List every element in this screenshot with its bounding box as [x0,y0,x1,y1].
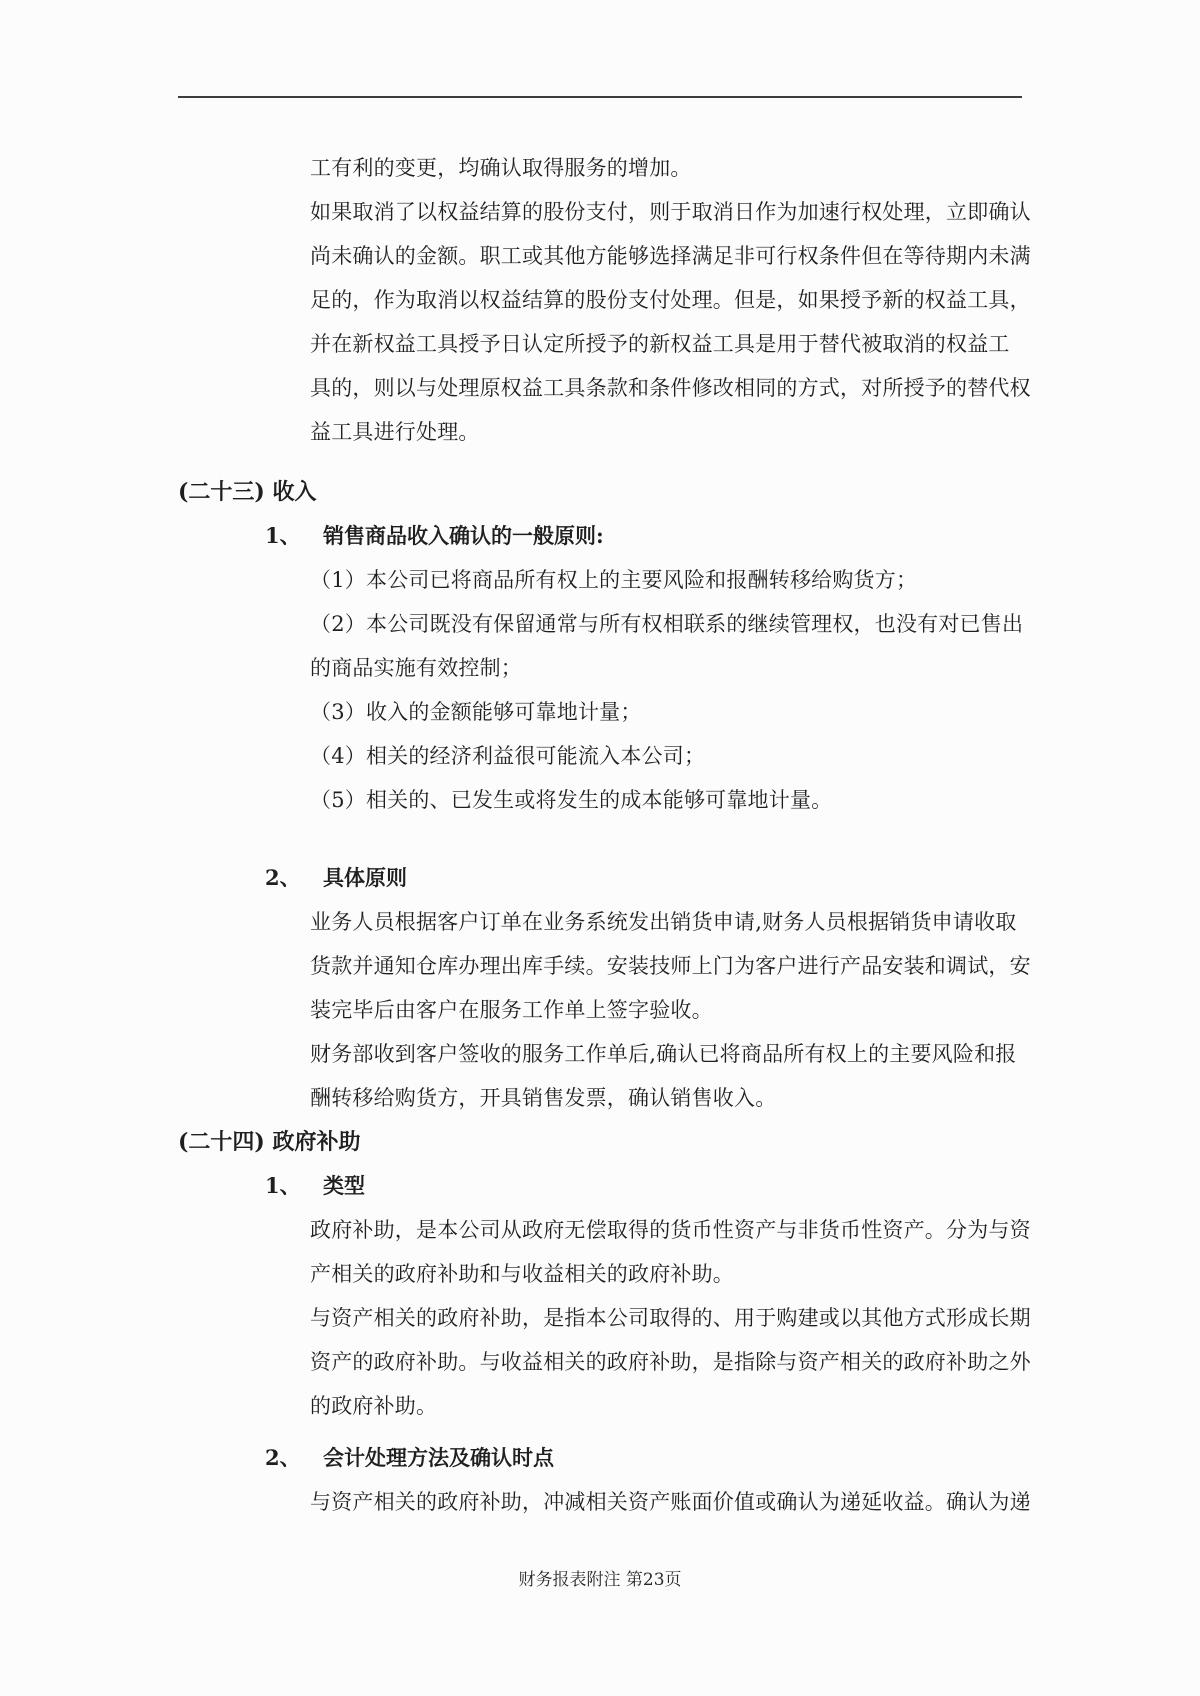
text-line: 足的，作为取消以权益结算的股份支付处理。但是，如果授予新的权益工具， [310,288,1031,312]
item-label: 会计处理方法及确认时点 [323,1445,554,1470]
text-line: 产相关的政府补助和与收益相关的政府补助。 [310,1262,734,1286]
text-line: 政府补助，是本公司从政府无偿取得的货币性资产与非货币性资产。分为与资 [310,1218,1031,1242]
text-line: 财务部收到客户签收的服务工作单后,确认已将商品所有权上的主要风险和报 [310,1042,1017,1066]
paragraph [310,1208,1031,1428]
paragraph [310,1480,1031,1524]
text-line: 资产的政府补助。与收益相关的政府补助，是指除与资产相关的政府补助之外 [310,1350,1031,1374]
item-number: 1、 [265,523,301,548]
item-label: 具体原则 [323,865,407,890]
item-label: 类型 [323,1173,365,1198]
section-heading: (二十三) 收入 [178,479,317,505]
numbered-heading [265,1164,1200,1208]
text-line: 与资产相关的政府补助，冲减相关资产账面价值或确认为递延收益。确认为递 [310,1490,1031,1514]
text-line: 益工具进行处理。 [310,420,480,444]
numbered-heading [265,856,1200,900]
text-line: 尚未确认的金额。职工或其他方能够选择满足非可行权条件但在等待期内未满 [310,244,1031,268]
numbered-heading [265,1436,1200,1480]
item-number: 2、 [265,865,301,890]
text-line: 酬转移给购货方，开具销售发票，确认销售收入。 [310,1086,777,1110]
document-content [0,146,1200,1524]
item-number: 2、 [265,1445,301,1470]
text-line: 与资产相关的政府补助，是指本公司取得的、用于购建或以其他方式形成长期 [310,1306,1031,1330]
header-rule [178,96,1022,98]
item-label: 销售商品收入确认的一般原则: [323,523,604,548]
text-line: 如果取消了以权益结算的股份支付，则于取消日作为加速行权处理，立即确认 [310,200,1031,224]
text-line: （4）相关的经济利益很可能流入本公司； [310,744,706,768]
text-line: 的政府补助。 [310,1394,438,1418]
text-line: （3）收入的金额能够可靠地计量； [310,700,642,724]
text-line: 的商品实施有效控制； [310,656,522,680]
numbered-heading [265,514,1200,558]
page-footer: 财务报表附注 第23页 [518,1570,682,1590]
text-line: 工有利的变更，均确认取得服务的增加。 [310,156,692,180]
text-line: 货款并通知仓库办理出库手续。安装技师上门为客户进行产品安装和调试，安 [310,954,1031,978]
item-number: 1、 [265,1173,301,1198]
text-line: （5）相关的、已发生或将发生的成本能够可靠地计量。 [310,788,833,812]
paragraph [310,900,1031,1120]
paragraph [310,146,1031,454]
text-line: （2）本公司既没有保留通常与所有权相联系的继续管理权，也没有对已售出 [310,612,1024,636]
section-heading: (二十四) 政府补助 [178,1129,361,1155]
text-line: （1）本公司已将商品所有权上的主要风险和报酬转移给购货方； [310,568,918,592]
text-line: 业务人员根据客户订单在业务系统发出销货申请,财务人员根据销货申请收取 [310,910,1017,934]
text-line: 具的，则以与处理原权益工具条款和条件修改相同的方式，对所授予的替代权 [310,376,1031,400]
text-line: 装完毕后由客户在服务工作单上签字验收。 [310,998,713,1022]
paragraph [310,558,1024,822]
text-line: 并在新权益工具授予日认定所授予的新权益工具是用于替代被取消的权益工 [310,332,1010,356]
